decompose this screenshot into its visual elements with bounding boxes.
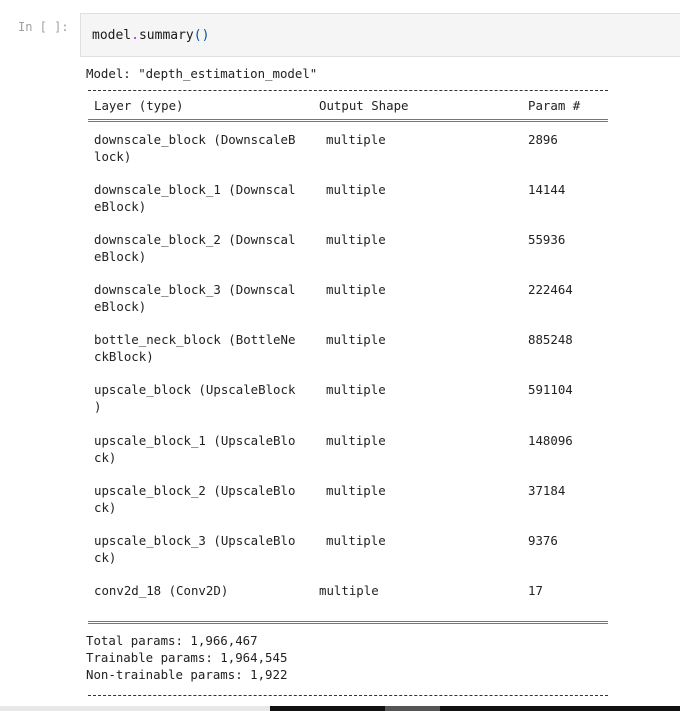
output-shape: multiple [326,132,386,147]
output-shape: multiple [326,282,386,297]
code-object: model [92,28,132,43]
output-shape: multiple [326,332,386,347]
model-name-line: Model: "depth_estimation_model" [86,66,318,81]
code-dot: . [131,28,139,43]
layer-name-wrap: ) [94,399,102,414]
param-count: 2896 [528,132,558,147]
output-shape: multiple [326,433,386,448]
code-line[interactable] [92,28,209,43]
bottom-divider [88,695,608,696]
layer-name-wrap: ck) [94,450,117,465]
layer-name-wrap: ckBlock) [94,349,154,364]
layer-name: upscale_block_2 (UpscaleBlo [94,483,296,498]
layer-name: upscale_block (UpscaleBlock [94,382,296,397]
top-divider [88,90,608,91]
layer-name: bottle_neck_block (BottleNe [94,332,296,347]
layer-name: downscale_block_3 (Downscal [94,282,296,297]
layer-name-wrap: eBlock) [94,249,147,264]
trainable-params: Trainable params: 1,964,545 [86,650,288,665]
header-divider [88,119,608,122]
param-count: 885248 [528,332,573,347]
param-count: 55936 [528,232,566,247]
param-count: 222464 [528,282,573,297]
layer-name: upscale_block_1 (UpscaleBlo [94,433,296,448]
output-shape: multiple [319,583,379,598]
header-layer: Layer (type) [94,98,184,113]
param-count: 37184 [528,483,566,498]
output-shape: multiple [326,182,386,197]
layer-name: conv2d_18 (Conv2D) [94,583,229,598]
layer-name: downscale_block_1 (Downscal [94,182,296,197]
scrollbar-thumb-highlight [385,706,440,711]
horizontal-scrollbar-thumb[interactable] [270,706,680,711]
footer-divider [88,621,608,624]
layer-name-wrap: eBlock) [94,299,147,314]
header-output-shape: Output Shape [319,98,409,113]
layer-name-wrap: eBlock) [94,199,147,214]
code-parens: () [193,28,210,43]
code-method: summary [138,28,194,43]
header-param-count: Param # [528,98,581,113]
layer-name-wrap: lock) [94,149,132,164]
param-count: 591104 [528,382,573,397]
cell-prompt: In [ ]: [18,20,69,34]
layer-name: upscale_block_3 (UpscaleBlo [94,533,296,548]
output-shape: multiple [326,483,386,498]
output-shape: multiple [326,382,386,397]
param-count: 14144 [528,182,566,197]
layer-name: downscale_block_2 (Downscal [94,232,296,247]
param-count: 148096 [528,433,573,448]
output-shape: multiple [326,533,386,548]
total-params: Total params: 1,966,467 [86,633,258,648]
param-count: 9376 [528,533,558,548]
layer-name: downscale_block (DownscaleB [94,132,296,147]
layer-name-wrap: ck) [94,550,117,565]
code-input-cell[interactable] [80,13,680,57]
non-trainable-params: Non-trainable params: 1,922 [86,667,288,682]
layer-name-wrap: ck) [94,500,117,515]
output-shape: multiple [326,232,386,247]
param-count: 17 [528,583,543,598]
